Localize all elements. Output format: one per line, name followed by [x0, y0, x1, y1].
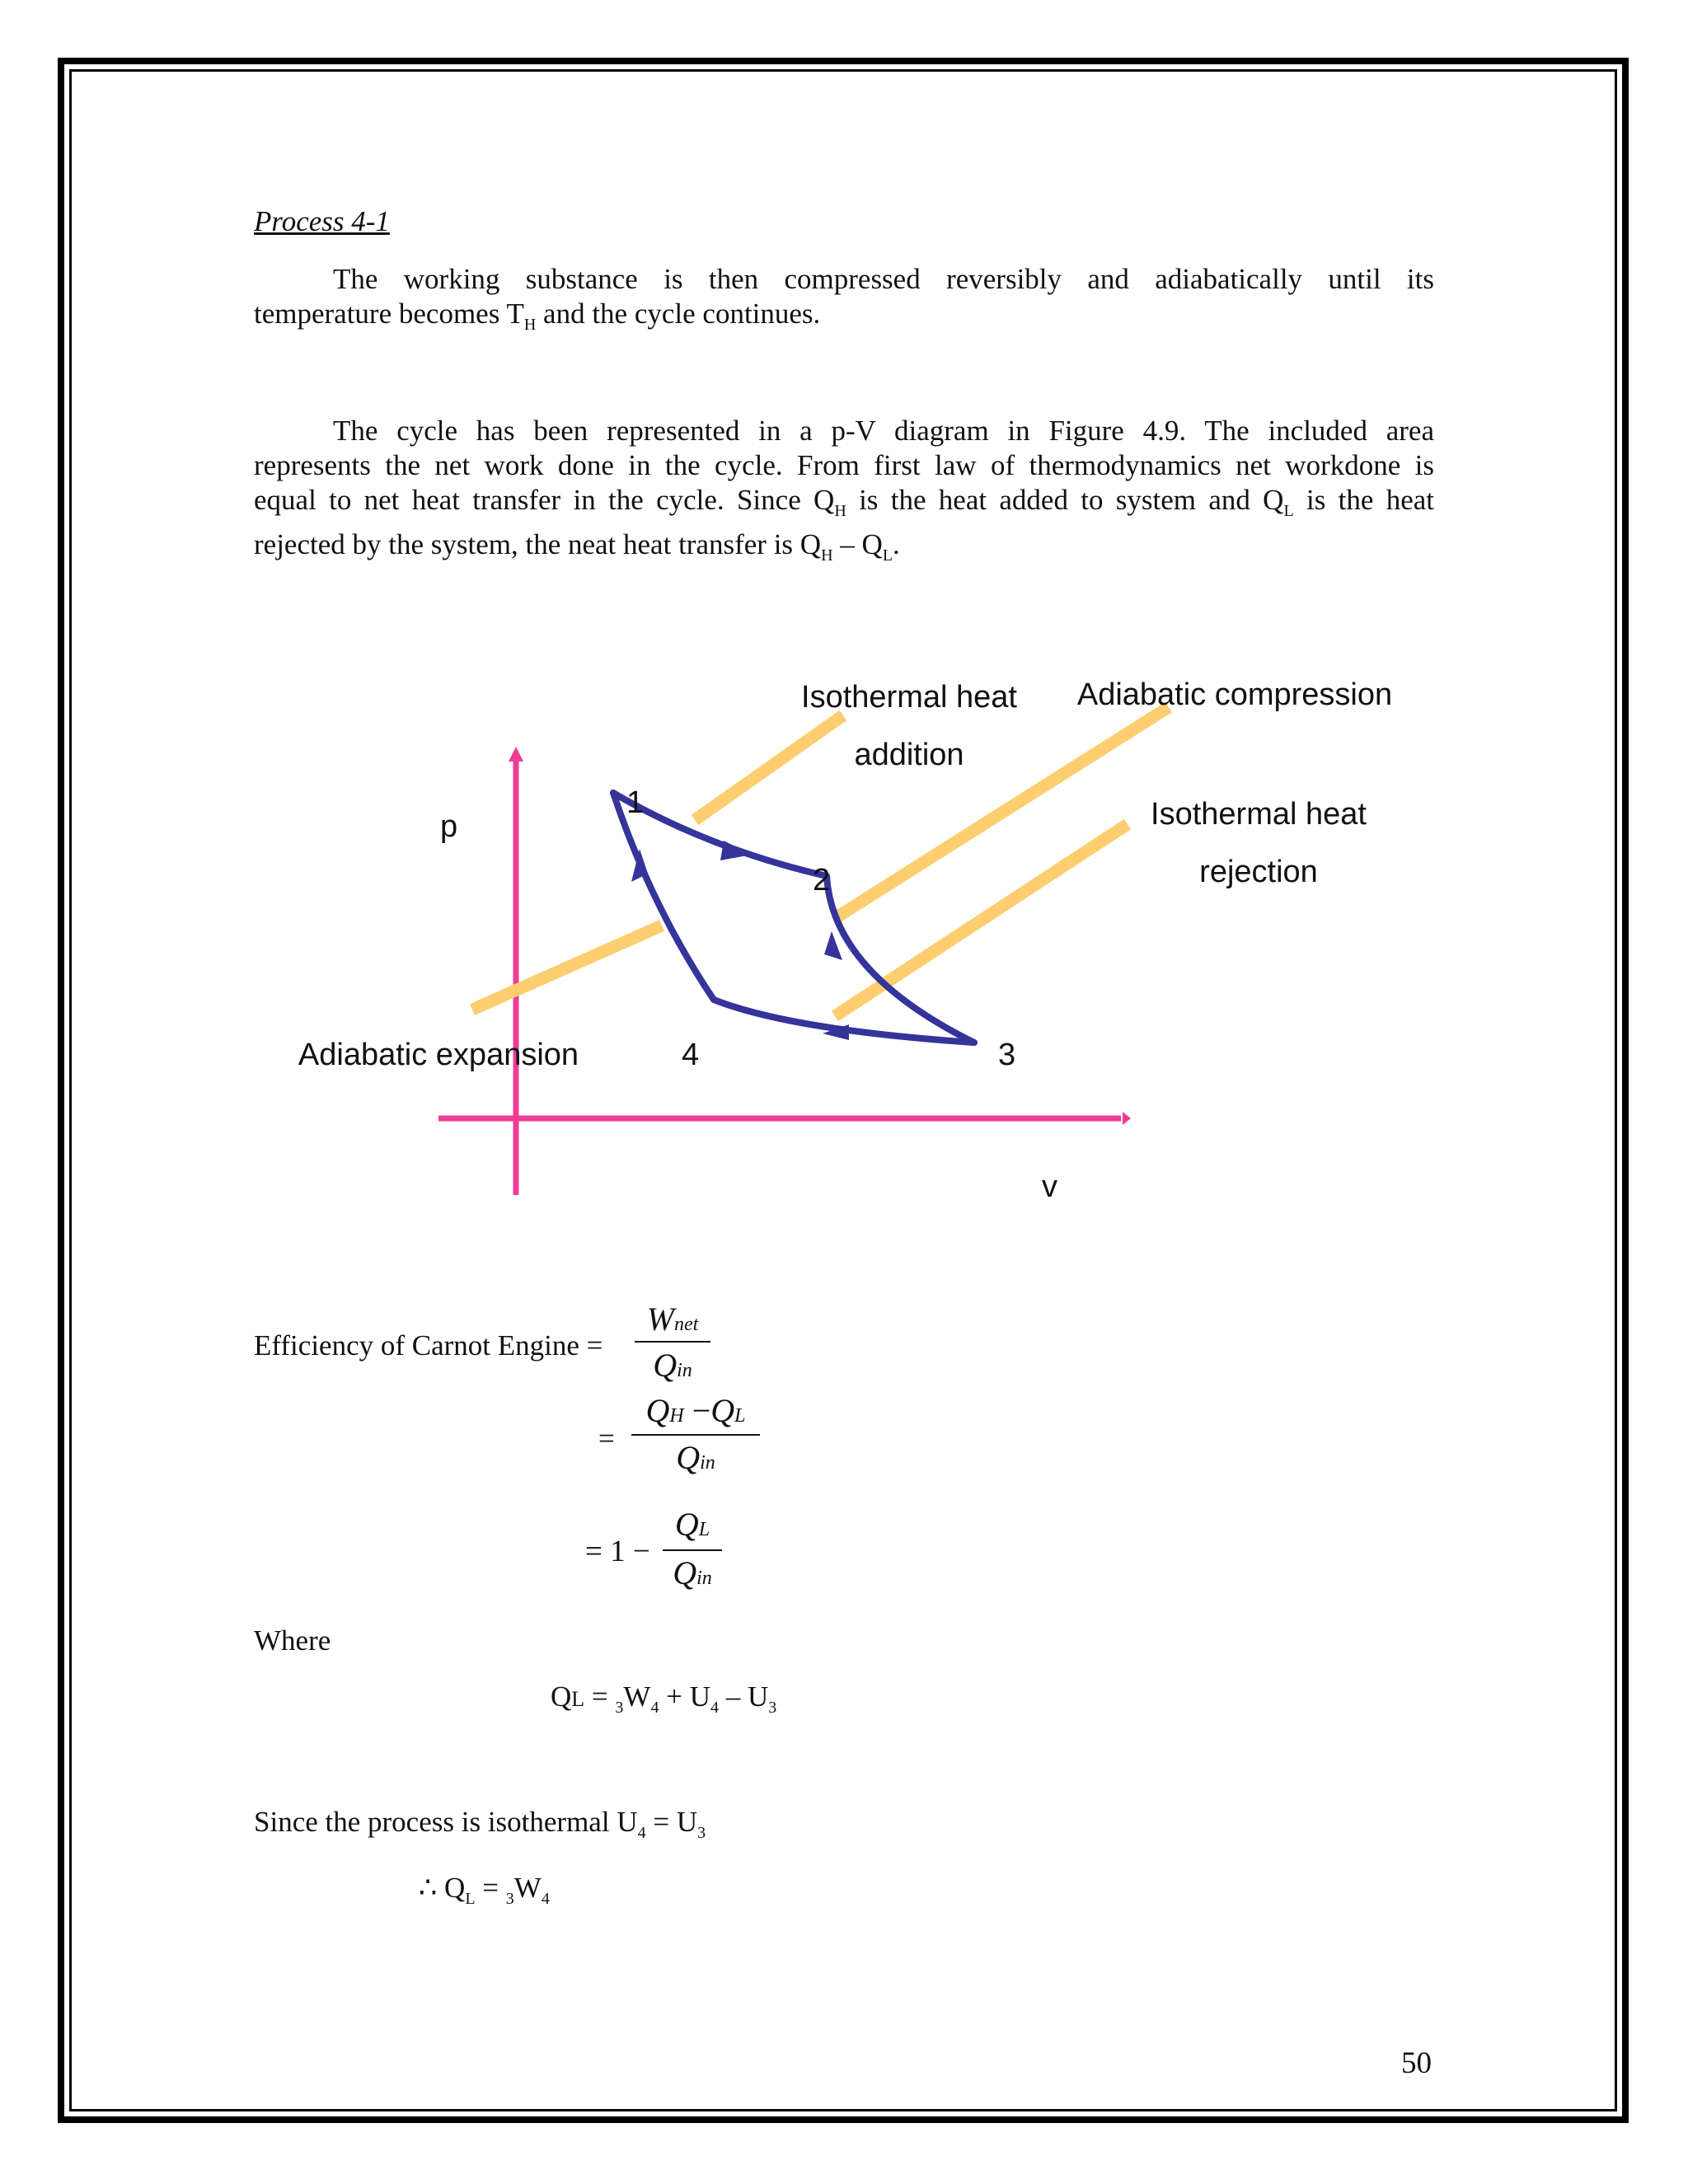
label-isothermal-rejection-line2: rejection [1199, 855, 1318, 889]
para1-line2: temperature becomes $T_H$ and the cycle continues. [254, 298, 821, 334]
point-2-label: 2 [813, 863, 831, 898]
frac1-denominator: Qin [653, 1347, 692, 1384]
frac3-bar [663, 1549, 722, 1551]
point-3-label: 3 [998, 1038, 1016, 1072]
frac3-denominator: Qin [673, 1554, 712, 1591]
ql-equation: QL = $_3W_4 + U_4 - U_3$ [551, 1680, 777, 1717]
frac2-denominator: Qin [676, 1439, 715, 1476]
para2-line3: equal to net heat transfer in the cycle. Since $Q_H$ is the heat added to system and $Q_L$ is the heat [254, 484, 1434, 520]
point-1-label: 1 [626, 785, 645, 820]
pointer-isothermal-rejection [835, 824, 1128, 1016]
arrow-2-3-icon [824, 931, 842, 960]
label-adiabatic-expansion: Adiabatic expansion [298, 1038, 579, 1072]
label-isothermal-addition-line2: addition [854, 738, 964, 772]
p-axis-label: p [440, 809, 458, 844]
para2-line1: The cycle has been represented in a p-V diagram in Figure 4.9. The included area [333, 415, 1434, 447]
where-label: Where [254, 1624, 331, 1657]
page-number: 50 [1401, 2046, 1432, 2080]
p-axis-arrowhead [509, 747, 523, 762]
since-isothermal: Since the process is isothermal $U_4 = U_3$ [254, 1806, 706, 1842]
para1-line1: The working substance is then compressed reversibly and adiabatically until its [333, 263, 1434, 295]
label-adiabatic-compression: Adiabatic compression [1076, 677, 1393, 712]
frac1-numerator: Wnet [646, 1301, 699, 1338]
therefore-icon: ∴ [419, 1872, 438, 1904]
v-axis-label: v [1042, 1169, 1057, 1204]
efficiency-label: Efficiency of Carnot Engine = [254, 1329, 603, 1361]
frac3-numerator: QL [674, 1506, 710, 1543]
carnot-cycle [613, 793, 974, 1043]
eq-sign-2: = [598, 1422, 615, 1455]
label-isothermal-addition-line1: Isothermal heat [801, 680, 1017, 715]
section-heading: Process 4-1 [254, 205, 390, 237]
para2-line4: rejected by the system, the neat heat transfer is $Q_H - Q_L$. [254, 528, 900, 565]
pointer-adiabatic-expansion [472, 926, 662, 1010]
para2-line2: represents the net work done in the cycle. From first law of thermodynamics net workdone is [254, 449, 1434, 481]
frac2-numerator: QH −QL [645, 1392, 746, 1429]
label-isothermal-rejection-line1: Isothermal heat [1151, 797, 1367, 832]
point-4-label: 4 [682, 1038, 700, 1072]
one-minus: = 1 − [585, 1535, 650, 1568]
pointer-isothermal-addition [695, 715, 843, 820]
therefore-equation: ∴ $Q_L = _3W_4$ [419, 1872, 550, 1908]
process-2-3 [827, 876, 974, 1043]
frac1-bar [635, 1341, 710, 1343]
frac2-bar [631, 1434, 760, 1436]
v-axis-arrowhead [1123, 1112, 1131, 1125]
